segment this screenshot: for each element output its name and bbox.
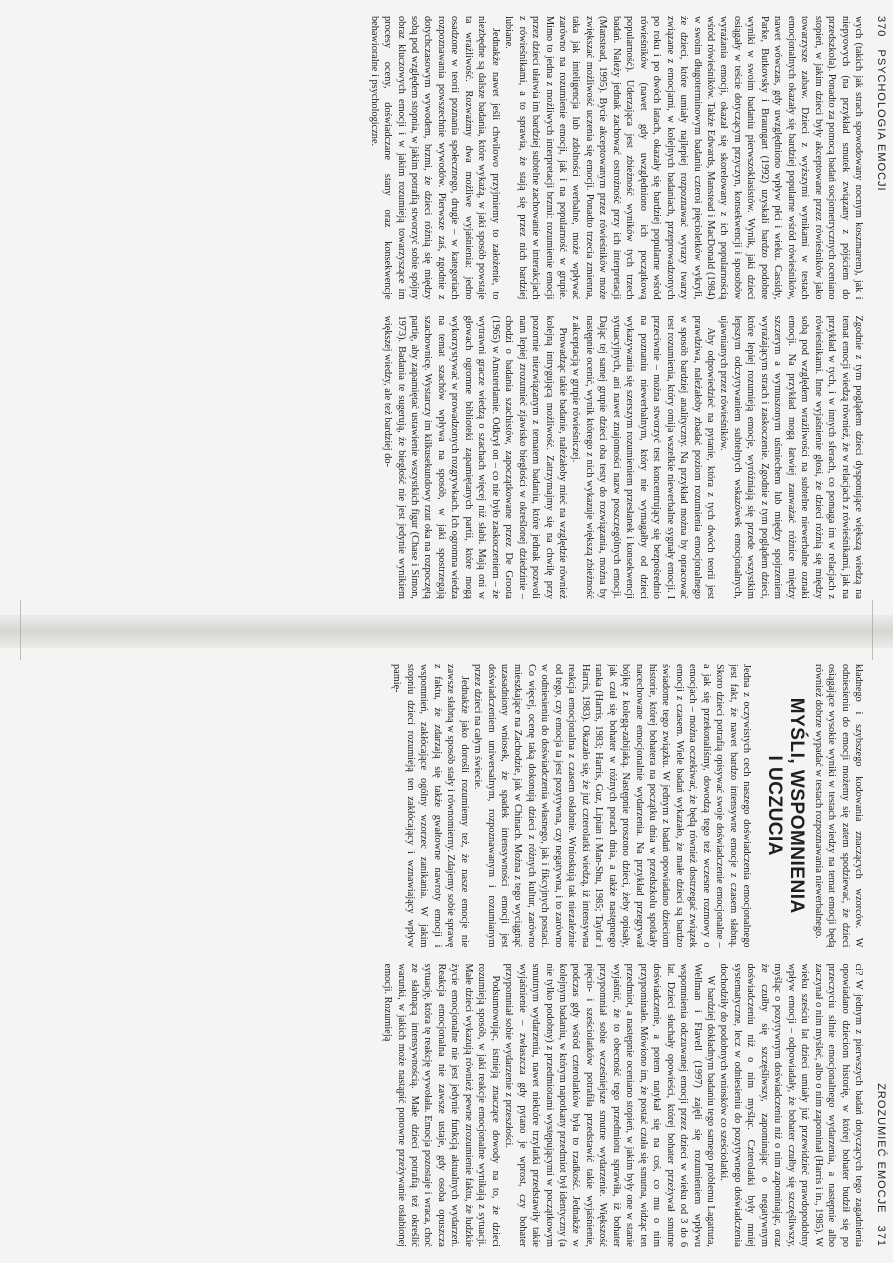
right-page-column-2 xyxy=(18,964,865,1248)
chapter-heading xyxy=(763,664,807,948)
paragraph: Zgodnie z tym poglądem dzieci dysponujące większą wiedzą na temat emocji wiedzą również, że w relacjach z rówieśnikami, jak na przykład w tych, i w innych sferach, co pomaga im w relacjach z rówieśnikami. Inne wyjaśnienie głosi, że dzieci różnią się między sobą pod względem wrażliwości na subtelne niewerbalne oznaki emocji. Na przykład mogą łatwiej zauważać różnice między szczerym a wymuszonym uśmiechem lub między spojrzeniem wyrażającym strach i zaskoczenie. Zgodnie z tym poglądem dzieci, które lepiej rozumieją emocje, wyróżniają się przede wszystkim lepszym odczytywaniem subtelnych wskazówek emocjonalnych, ujawnianych przez rówieśników. xyxy=(718,315,864,599)
chapter-heading-line-2: I UCZUCIA xyxy=(764,755,786,857)
page-number-right: 371 xyxy=(875,1225,887,1247)
right-page xyxy=(0,648,893,1263)
paragraph: Podsumowując, istnieją znaczące dowody na to, że dzieci rozumieją sposób, w jaki reakcje emocjonalne wynikają z sytuacji. Małe dzieci wykazują również pewne zrozumienie faktu, że ludzkie życie emocjonalne nie jest jedynie funkcją aktualnych wydarzeń. Reakcja emocjonalna nie zawsze ustaje, gdy osoba opuszcza sytuację, która tę reakcję wywołała. Emocja pozostaje i wraca, choć ze słabnącą intensywnością. Małe dzieci potrafią też określić warunki, w jakich może nastąpić ponowne przeżywanie osłabionej emocji. Rozumieją xyxy=(382,963,501,1247)
paragraph: Prowadząc takie badanie, należałoby mieć na względzie również kolejną intrygującą możliwość. Zatrzymajmy się na chwilę przy pozornie niezwiązanym z tematem badaniu, które jednak pozwoli nam lepiej zrozumieć zjawisko biegłości w określonej dziedzinie – chodzi o badania szachistów, zapoczątkowane przez De Groota (1965) w Amsterdamie. Odkrył on – co nie było zaskoczeniem – że wytrawni gracze wiedzą o szachach więcej niż słabi. Mają oni w głowach ogromne biblioteki zapamiętanych partii, które mogą wykorzystywać w prowadzonych rozgrywkach. Ich ogromna wiedza na temat szachów wpływa na sposób, w jaki spostrzegają szachownicę. Wystarczy im kilkusekundowy rzut oka na rozpoczętą partię, aby zapamiętać ustawienie wszystkich figur (Chase i Simon, 1973). Badania te sugerują, że biegłość nie jest jedynie wynikiem większej wiedzy, ale też bardziej do- xyxy=(382,315,569,599)
right-running-head xyxy=(873,664,887,1247)
paragraph: W bardziej dokładnym badaniu tego samego problemu Lagattuta, Wellman i Flavell (1997) zajęli się rozumieniem wpływu wspomnienia odczuwanej emocji przez dzieci w wieku od 3 do 6 lat. Dzieci słuchały opowieści, której bohater przeżywał smutne doświadczenie, a potem natykał się na coś, co mu o nim przypominało. Mówiono im, że postać czuła się smutna, widząc ten przedmiot, a następnie oceniano stopień, w jakim były one w stanie wyjaśnić, że to obecność tego przedmiotu sprawiła, iż bohater przypomniał sobie wcześniejsze smutne wydarzenie. Większość pięcio- i sześciolatków potrafiła przedstawić takie wyjaśnienie, podczas gdy wśród czterolatków była to rzadkość. Jednakże w kolejnym badaniu, w którym napotkany przedmiot był identyczny (a nie tylko podobny) z przedmiotami występującymi w początkowym smutnym wydarzeniu, nawet niektóre trzylatki przedstawiły takie wyjaśnienie – zwłaszcza gdy pytano je wprost, czy bohater przypomniał sobie wydarzenie z przeszłości. xyxy=(503,963,717,1247)
paragraph: Jednakże nawet jeśli chwilowo przyjmiemy to założenie, to niezbędne są dalsze badania, które wykażą, w jaki sposób powstaje ta wrażliwość. Rozważmy dwa możliwe wyjaśnienia: jedno osadzone w teorii poznania społecznego, drugie – w kategoriach rozpoznawania powszechnie wywodów. Pierwsze zaś, zgodnie z dotychczasowym wywodem, brzmi, że dzieci różnią się między sobą pod względem stopnia, w jakim potrafią stworzyć sobie spójny obraz kluczowych emocji i w jakim rozumieją towarzyszące im procesy oceny, doświadczane stany oraz konsekwencje behawioralne i psychologiczne. xyxy=(368,16,501,300)
left-page xyxy=(0,0,893,615)
left-page-column-1 xyxy=(18,16,865,300)
paragraph: Aby odpowiedzieć na pytanie, która z tych dwóch teorii jest prawdziwa, należałoby zbadać poziom rozumienia emocjonalnego w sposób bardziej analityczny. Na przykład można by opracować test rozumienia, który omija wszelkie niewerbalne sygnały emocji. I przeciwnie – można stworzyć test koncentrujący się bezpośrednio na poznaniu niewerbalnym, który nie wymagałby od dzieci wykazywania się szerszym rozumieniem przesłanek i konsekwencji sytuacyjnych, ani nawet znajomości nazw poszczególnych emocji. Dając tej samej grupie dzieci oba testy do rozwiązania, można by następnie ocenić, wynik którego z nich wykazuje większą zbieżność z akceptacją w grupie rówieśniczej. xyxy=(570,315,717,599)
chapter-heading-line-1: MYŚLI, WSPOMNIENIA xyxy=(786,697,808,914)
paragraph: kładnego i szybszego kodowania znaczących wzorców. W odniesieniu do emocji możemy się zatem spodziewać, że dzieci osiągające wysokie wyniki w testach wiedzy na temat emocji będą również dobrze wypadać w testach rozpoznawania niewerbalnego. xyxy=(812,664,864,948)
left-page-column-2 xyxy=(18,316,865,600)
paragraph: wych (takich jak strach spowodowany nocnym koszmarem), jak i niepyowych (na przykład smutek związany z pójściem do przedszkola). Ponadto za pomocą badań socjometrycznych oceniano stopień, w jakim dzieci były akceptowane przez rówieśników jako towarzysze zabaw. Dzieci z wyższymi wynikami w testach emocjonalnych okazały się bardziej popularne wśród rówieśników, nawet wówczas, gdy uwzględniono wpływ płci i wieku. Cassidy, Parke, Butkovsky i Braungart (1992) uzyskali bardzo podobne wyniki w swoim badaniu pierwszoklasistów. Wynik, jaki dzieci osiągały w teście dotyczącym przyczyn, konsekwencji i sposobów wyrażania emocji, okazał się skorelowany z ich popularnością wśród rówieśników. Także Edwards, Manstead i MacDonald (1984) w swoim długoterminowym badaniu czteroi pięcioletków wykryli, że dzieci, które umiały najlepiej rozpoznawać wyrazy twarzy związane z emocjami, w kolejnych badaniach, przeprowadzonych po roku i po dwóch latach, okazały się bardziej popularne wśród rówieśników (nawet gdy uwzględniono ich początkową popularność). Uderzająca jest zbieżność wyników tych trzech badań. Należy jednak zachować ostrożność przy ich interpretacji (Manstead, 1995). Bycie akceptowanym przez rówieśników może zwiększać możliwość uczenia się emocji. Ponadto trzecia zmienna, taka jak inteligencja lub zdolności werbalne, może wpływać zarówno na rozumienie emocji, jak i na popularność w grupie. Mimo to jedna z możliwych interpretacji brzmi: rozumienie emocji przez dzieci ułatwia im bardziej subtelne zachowanie w interakcjach z rówieśnikami, a to sprawia, że stają się przez nich bardziej lubiane. xyxy=(503,16,864,300)
paragraph: Jednakże jako dorośli rozumiemy też, że nasze emocje nie zawsze słabną w sposób stały i równomierny. Zdajemy sobie sprawę z faktu, że zdarzają się także gwałtowne nawroty emocji i wspomnień, zakłócające ogólny wzorzec zanikania. W jakim stopniu dzieci rozumieją ten zakłócający i wznawiający wpływ pamię- xyxy=(391,664,470,948)
paragraph: ci? W jednym z pierwszych badań dotyczących tego zagadnienia opowiadano dzieciom historię, w której bohater budził się po przeczyciu silnie emocjonalnego wydarzenia, a następnie albo zaczynał o nim myśleć, albo o nim zapominał (Harris i in., 1985). W wieku sześciu lat dzieci umiały już przewidzieć prawdopodobny wpływ emocji – odpowiadały, że bohater czułby się szczęśliwszy, myśląc o pozytywnym doświadczeniu niż o nim zapominając, oraz że czułby się szczęśliwszy, zapominając o negatywnym doświadczeniu niż o nim myśląc. Czterolatki były mniej systematyczne, lecz w odniesieniu do pozytywnego doświadczenia dochodziły do podobnych wniosków co sześciolatki. xyxy=(718,963,864,1247)
running-head-title-right: ZROZUMIEĆ EMOCJE xyxy=(875,1083,887,1214)
left-running-head xyxy=(873,16,887,599)
right-page-column-1 xyxy=(18,664,865,948)
page-number-left: 370 xyxy=(875,16,887,38)
book-gutter xyxy=(0,615,893,648)
running-head-title-left: PSYCHOLOGIA EMOCJI xyxy=(875,49,887,192)
paragraph: Jedna z oczywistych cech naszego doświadczenia emocjonalnego jest fakt, że nawet bardzo intensywne emocje z czasem słabną. Skoro dzieci potrafią opisywać swoje doświadczenie emocjonalne – a jak się przekonaliśmy, dowodzą tego też wczesne rozmowy o emocjach – można oczekiwać, że będą również dostrzegać związek emocji z czasem. Wiele badań wykazało, że małe dzieci są bardzo świadome tego związku. W jednym z badań opowiadano dzieciom historie, której bohatera na początku dnia w przedszkolu spotkały nacechowane emocjonalnie wydarzenia. Na przykład przegrywał bójkę z kolegą-zabijaką. Następnie proszono dzieci, żeby opisały, jak czuł się bohater w różnych porach dnia, a także następnego ranka (Harris, 1983; Harris, Guz, Lipian i Man-Shu, 1985; Taylor i Harris, 1983). Okazało się, że już czterolatki wiedzą, iż intensywna reakcja emocjonalna z czasem osłabnie. Wnioskują tak niezależnie od tego, czy emocja ta jest pozytywna, czy negatywna, i to zarówno w odniesieniu do doświadczenia własnego, jak i fikcyjnych postaci. Co więcej, ocenę taką dokonują dzieci z różnych kultur, zarówno mieszkające na Zachodzie, jak w Chinach. Można z tego wyciągnąć uzasadniony wniosek, że spadek intensywności emocji jest doświadczeniem uniwersalnym, rozpoznawanym i rozumianym przez dzieci na całym świecie. xyxy=(472,664,753,948)
